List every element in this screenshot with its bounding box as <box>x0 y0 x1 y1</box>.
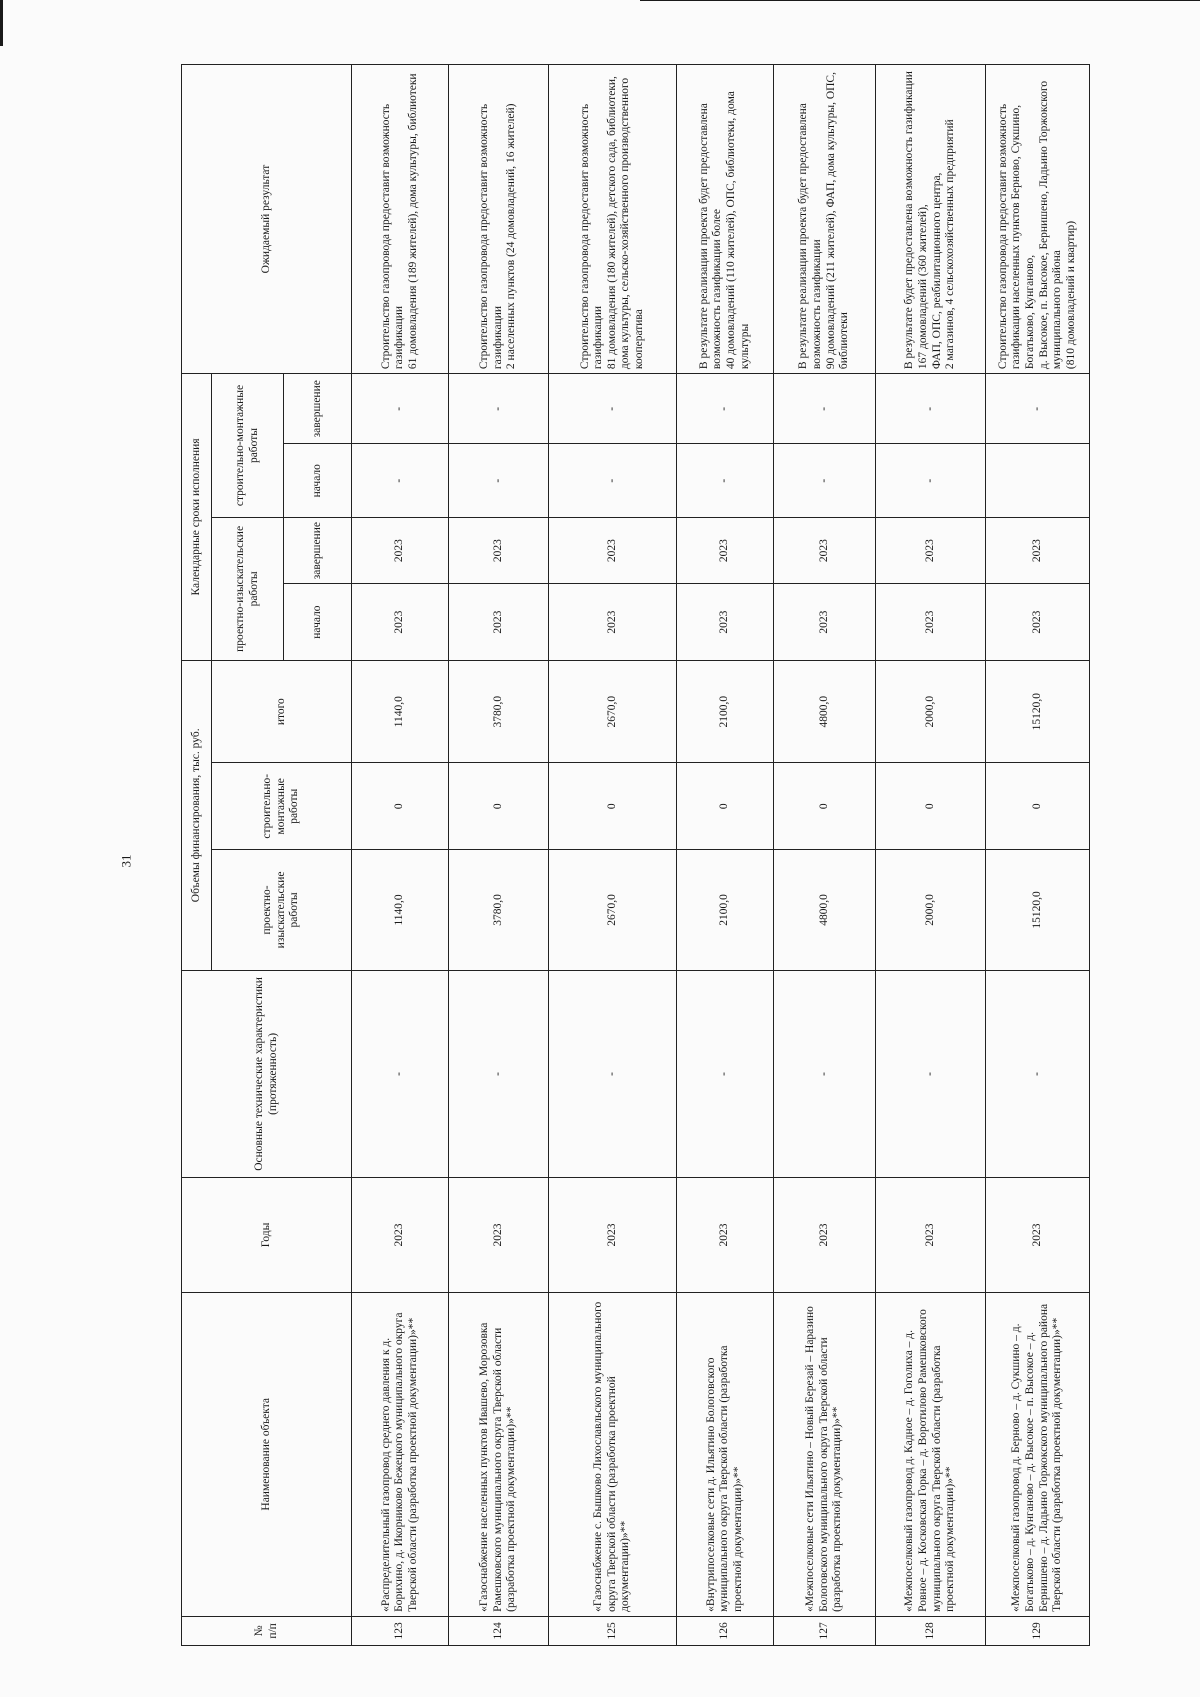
header-fin-design: проектно-изыскательские работы <box>212 850 352 971</box>
design-start: 2023 <box>774 584 876 660</box>
fin-design: 4800,0 <box>774 850 876 971</box>
header-result: Ожидаемый результат <box>182 65 352 374</box>
object-name: «Внутрипоселковые сети д. Ильятино Бологовского муниципального округа Тверской области (разработка проектной документации)»** <box>677 1292 774 1616</box>
design-end: 2023 <box>449 517 549 583</box>
design-end: 2023 <box>774 517 876 583</box>
header-schedule: Календарные сроки исполнения <box>182 374 212 661</box>
object-name: «Газоснабжение населенных пунктов Ивашево, Морозовка Рамешковского муниципального округа Тверской области (разработка проектной документации)»** <box>449 1292 549 1616</box>
constr-end: - <box>986 374 1090 444</box>
result-line: 40 домовладений (110 жителей), ОПС, библиотеки, дома культуры <box>725 91 751 370</box>
object-name: «Межпоселковый газопровод д. Берново – д. Сукшино – д. Богатьково – д. Кунганово – д. Высокое – п. Высокое – д. Бернишено – д. Ладьино Торжокского муниципального района Тверской области (разработка проектной документации)»** <box>986 1292 1090 1616</box>
result-line: 167 домовладений (360 жителей), <box>916 204 929 370</box>
result-line: (810 домовладений и квартир) <box>1064 220 1077 370</box>
constr-end: - <box>352 374 449 444</box>
table-row <box>677 65 774 1646</box>
row-num: 125 <box>549 1616 677 1645</box>
page-number: 31 <box>118 854 134 868</box>
design-start: 2023 <box>986 584 1090 660</box>
design-start: 2023 <box>449 584 549 660</box>
table-row <box>986 65 1090 1646</box>
gasification-table <box>181 64 1090 1646</box>
row-tech: - <box>449 970 549 1177</box>
result-line: В результате будет предоставлена возможность газификации <box>903 71 916 370</box>
header-sched-design: проектно-изыскательские работы <box>212 517 284 660</box>
constr-end: - <box>449 374 549 444</box>
object-name: «Газоснабжение с. Бышково Лихославльского муниципального округа Тверской области (разработка проектной документации)»** <box>549 1292 677 1616</box>
header-num: № п/п <box>182 1616 352 1645</box>
fin-total: 15120,0 <box>986 660 1090 763</box>
result-line: д. Высокое, п. Высокое, Бернишено, Ладьино Торжокского муниципального района <box>1037 80 1064 370</box>
result-line: 2 населенных пунктов (24 домовладений, 16 жителей) <box>505 103 518 370</box>
fin-construction: 0 <box>876 763 986 850</box>
header-tech: Основные технические характеристики (протяженность) <box>182 970 352 1177</box>
header-financing: Объемы финансирования, тыс. руб. <box>182 660 212 970</box>
row-year: 2023 <box>774 1178 876 1293</box>
result-line: 81 домовладения (180 жителей), детского сада, библиотеки, дома культуры, сельско-хозяйственного производственного кооператива <box>605 76 645 370</box>
expected-result <box>876 65 986 374</box>
row-num: 124 <box>449 1616 549 1645</box>
row-tech: - <box>352 970 449 1177</box>
row-num: 126 <box>677 1616 774 1645</box>
fin-construction: 0 <box>352 763 449 850</box>
row-num: 127 <box>774 1616 876 1645</box>
fin-design: 2000,0 <box>876 850 986 971</box>
object-name: «Распределительный газопровод среднего давления к д. Борихино, д. Икорниково Бежецкого муниципального округа Тверской области (разработка проектной документации)»** <box>352 1292 449 1616</box>
row-year: 2023 <box>677 1178 774 1293</box>
table-row <box>774 65 876 1646</box>
table-row <box>549 65 677 1646</box>
row-year: 2023 <box>876 1178 986 1293</box>
fin-construction: 0 <box>677 763 774 850</box>
header-years: Годы <box>182 1178 352 1293</box>
design-start: 2023 <box>352 584 449 660</box>
fin-total: 4800,0 <box>774 660 876 763</box>
result-line: Строительство газопровода предоставит возможность газификации населенных пунктов Берново, Сукшино, Богатьково, Кунганово, <box>996 103 1036 370</box>
fin-total: 2000,0 <box>876 660 986 763</box>
result-line: В результате реализации проекта будет предоставлена возможность газификации <box>797 103 823 370</box>
design-end: 2023 <box>876 517 986 583</box>
constr-end: - <box>677 374 774 444</box>
constr-start <box>986 444 1090 517</box>
object-name: «Межпоселковый газопровод д. Кадное – д. Гоголиха – д. Ровное – д. Косковская Горка – д. Воротилово Рамешковского муниципального округа Тверской области (разработка проектной документации)»** <box>876 1292 986 1616</box>
row-year: 2023 <box>449 1178 549 1293</box>
constr-start: - <box>876 444 986 517</box>
fin-total: 1140,0 <box>352 660 449 763</box>
row-tech: - <box>876 970 986 1177</box>
constr-start: - <box>549 444 677 517</box>
table-row <box>876 65 986 1646</box>
fin-construction: 0 <box>774 763 876 850</box>
design-end: 2023 <box>549 517 677 583</box>
expected-result <box>449 65 549 374</box>
constr-end: - <box>774 374 876 444</box>
expected-result <box>549 65 677 374</box>
header-constr-start: начало <box>284 444 352 517</box>
header-design-start: начало <box>284 584 352 660</box>
constr-start: - <box>352 444 449 517</box>
row-tech: - <box>986 970 1090 1177</box>
header-fin-total: итого <box>212 660 352 763</box>
table-row <box>352 65 449 1646</box>
result-line: 2 магазинов, 4 сельскохозяйственных предприятий <box>944 119 957 370</box>
result-line: В результате реализации проекта будет предоставлена возможность газификации более <box>697 103 724 370</box>
design-end: 2023 <box>352 517 449 583</box>
expected-result <box>677 65 774 374</box>
row-year: 2023 <box>549 1178 677 1293</box>
design-end: 2023 <box>986 517 1090 583</box>
header-object-name: Наименование объекта <box>182 1292 352 1616</box>
scan-edge-line <box>640 0 1200 1</box>
header-design-end: завершение <box>284 517 352 583</box>
fin-total: 2670,0 <box>549 660 677 763</box>
fin-total: 3780,0 <box>449 660 549 763</box>
header-fin-construction: строительно-монтажные работы <box>212 763 352 850</box>
rotated-table-container <box>181 64 1089 1646</box>
expected-result <box>774 65 876 374</box>
fin-total: 2100,0 <box>677 660 774 763</box>
fin-construction: 0 <box>986 763 1090 850</box>
constr-start: - <box>449 444 549 517</box>
result-line: 61 домовладения (189 жителей), дома культуры, библиотеки <box>406 73 419 370</box>
row-year: 2023 <box>986 1178 1090 1293</box>
expected-result <box>352 65 449 374</box>
fin-design: 1140,0 <box>352 850 449 971</box>
header-constr-end: завершение <box>284 374 352 444</box>
result-line: Строительство газопровода предоставит возможность газификации <box>478 103 504 370</box>
result-line: Строительство газопровода предоставит возможность газификации <box>578 103 605 370</box>
fin-construction: 0 <box>449 763 549 850</box>
row-tech: - <box>549 970 677 1177</box>
row-num: 123 <box>352 1616 449 1645</box>
scan-edge-mark <box>0 0 3 46</box>
design-start: 2023 <box>549 584 677 660</box>
fin-construction: 0 <box>549 763 677 850</box>
result-line: 90 домовладений (211 жителей), ФАП, дома культуры, ОПС, библиотеки <box>824 72 851 370</box>
result-line: Строительство газопровода предоставит возможность газификации <box>379 103 406 370</box>
row-num: 128 <box>876 1616 986 1645</box>
row-num: 129 <box>986 1616 1090 1645</box>
design-end: 2023 <box>677 517 774 583</box>
constr-start: - <box>774 444 876 517</box>
expected-result <box>986 65 1090 374</box>
row-year: 2023 <box>352 1178 449 1293</box>
table-row <box>449 65 549 1646</box>
header-sched-construction: строительно-монтажные работы <box>212 374 284 518</box>
fin-design: 3780,0 <box>449 850 549 971</box>
constr-start: - <box>677 444 774 517</box>
design-start: 2023 <box>876 584 986 660</box>
design-start: 2023 <box>677 584 774 660</box>
constr-end: - <box>549 374 677 444</box>
constr-end: - <box>876 374 986 444</box>
object-name: «Межпоселковые сети Ильятино – Новый Березай – Наразино Бологовского муниципального округа Тверской области (разработка проектной документации)»** <box>774 1292 876 1616</box>
fin-design: 2100,0 <box>677 850 774 971</box>
fin-design: 15120,0 <box>986 850 1090 971</box>
row-tech: - <box>677 970 774 1177</box>
fin-design: 2670,0 <box>549 850 677 971</box>
row-tech: - <box>774 970 876 1177</box>
result-line: ФАП, ОПС, реабилитационного центра, <box>930 172 943 370</box>
